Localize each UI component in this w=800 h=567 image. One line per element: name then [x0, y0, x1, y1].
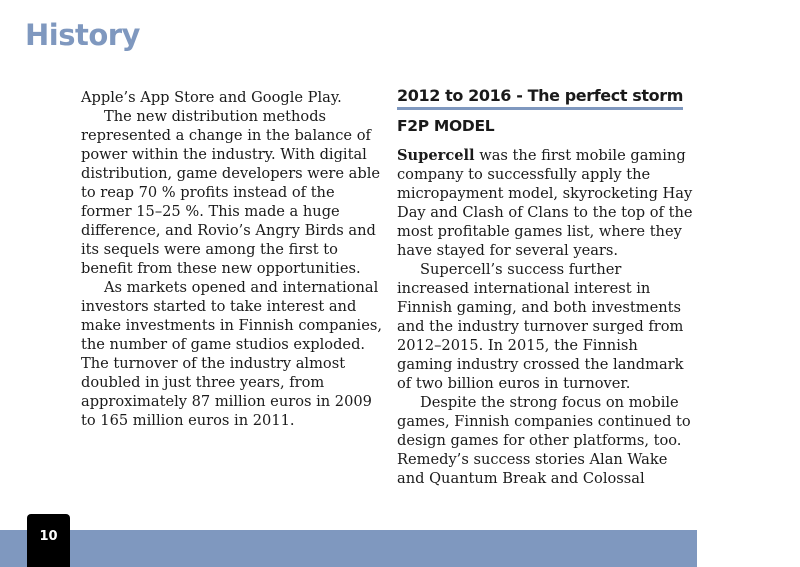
left-paragraph-1: Apple’s App Store and Google Play. — [81, 89, 342, 106]
left-paragraph-3: As markets opened and international investors started to take interest and make investments in Finnish companies, the number of game studios exploded. The turnover of the industry almost doubled in just three years, from approximately 87 million euros in 2009 to 165 million euros in 2011. — [81, 279, 382, 429]
section-title: History — [25, 18, 140, 52]
subheading: F2P MODEL — [397, 117, 495, 135]
right-paragraph-1 — [397, 146, 697, 260]
footer-bar — [0, 530, 697, 567]
right-paragraph-1-text: was the first mobile gaming company to successfully apply the micropayment model, skyrocketing Hay Day and Clash of Clans to the top of the most profitable games list, where they have stayed for several years. — [397, 147, 693, 259]
right-column — [397, 86, 697, 488]
left-column — [81, 88, 385, 430]
page-number-tab — [27, 514, 70, 567]
lead-company-name: Supercell — [397, 147, 475, 164]
page-number: 10 — [39, 529, 58, 544]
section-heading: 2012 to 2016 - The perfect storm — [397, 86, 683, 110]
right-paragraph-3: Despite the strong focus on mobile games, Finnish companies continued to design games for other platforms, too. Remedy’s success stories Alan Wake and Quantum Break and Colossal — [397, 394, 691, 487]
left-paragraph-2: The new distribution methods represented a change in the balance of power within the industry. With digital distribution, game developers were able to reap 70 % profits instead of the former 15–25 %. This made a huge difference, and Rovio’s Angry Birds and its sequels were among the first to benefit from these new opportunities. — [81, 108, 381, 277]
right-paragraph-2: Supercell’s success further increased international interest in Finnish gaming, and both investments and the industry turnover surged from 2012–2015. In 2015, the Finnish gaming industry crossed the landmark of two billion euros in turnover. — [397, 261, 684, 392]
